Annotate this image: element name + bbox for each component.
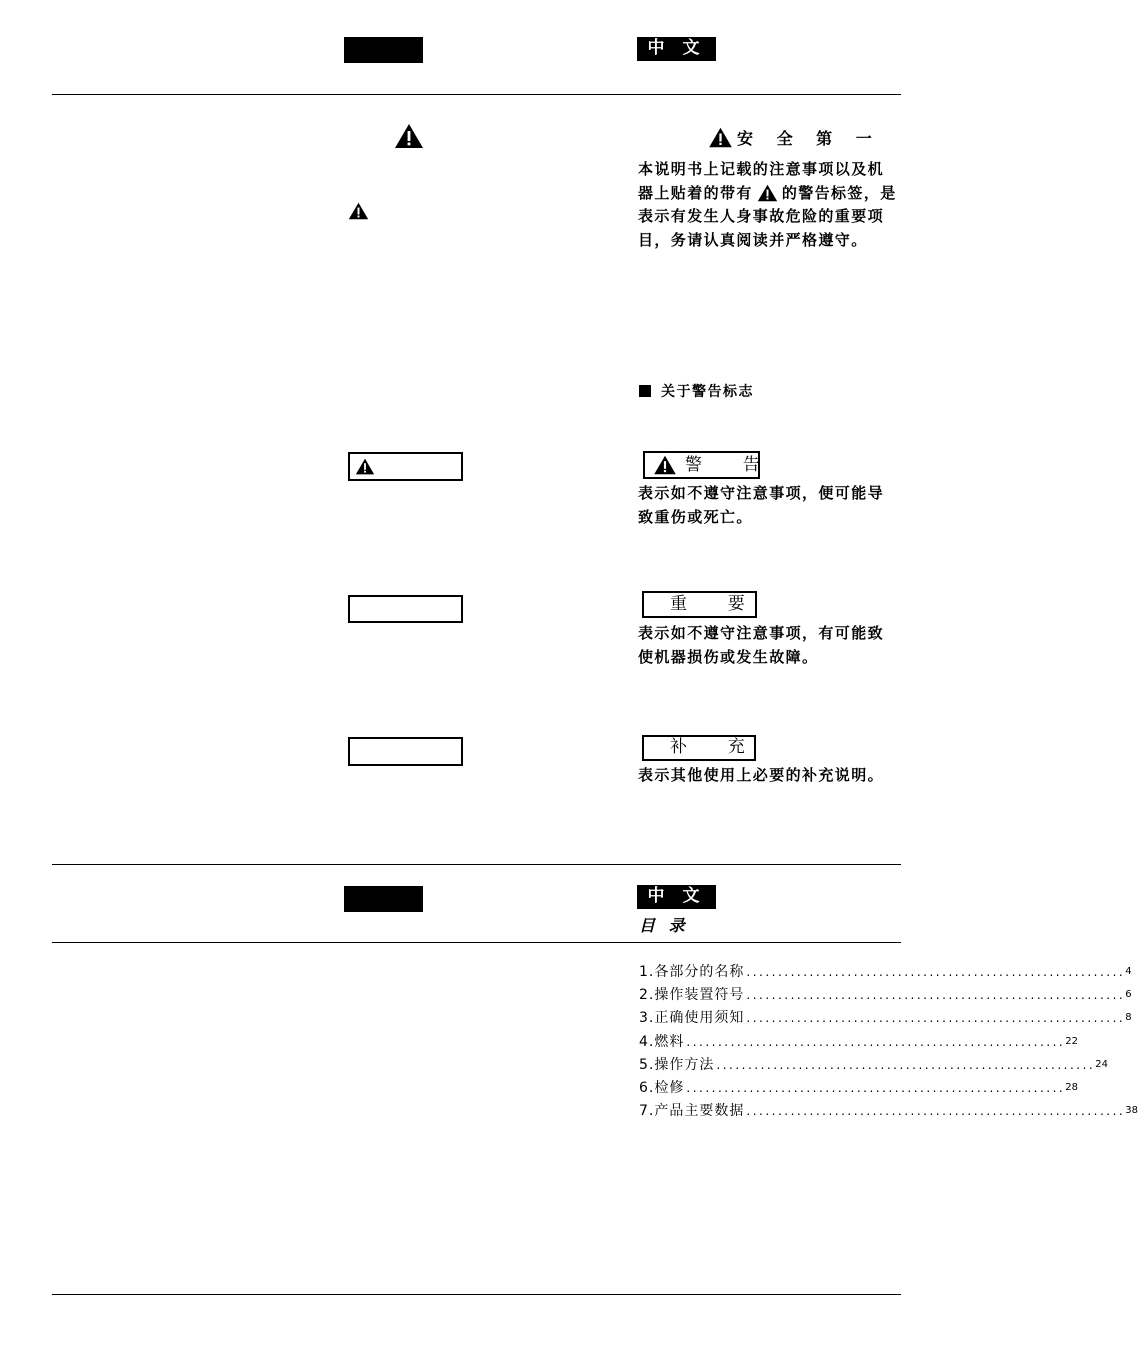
safety-paragraph <box>638 158 908 252</box>
warning-label: 警 告 <box>685 455 770 475</box>
toc-item[interactable] <box>639 1031 1078 1053</box>
language-tab-chinese: 中 文 <box>637 885 716 909</box>
left-warning-box <box>348 452 463 481</box>
toc-divider <box>52 942 901 943</box>
top-divider <box>52 94 901 95</box>
note-label-box <box>642 735 756 761</box>
safety-title-text: 安 全 第 一 <box>737 128 881 148</box>
middle-divider <box>52 864 901 865</box>
important-label-box <box>642 591 757 618</box>
toc-leader-dots: ............................................................ <box>746 988 1126 1003</box>
toc-item[interactable] <box>639 1054 1108 1076</box>
toc-item-label: 6.检修 <box>639 1080 685 1096</box>
toc-leader-dots: ............................................................ <box>746 1011 1126 1026</box>
toc-item[interactable] <box>639 1100 1138 1122</box>
warning-triangle-icon <box>757 184 778 202</box>
note-description: 表示其他使用上必要的补充说明。 <box>638 766 885 784</box>
toc-item-page: 22 <box>1065 1035 1078 1047</box>
safety-line-4: 目，务请认真阅读并严格遵守。 <box>638 230 868 249</box>
warning-description: 表示如不遵守注意事项，便可能导 致重伤或死亡。 <box>638 484 885 526</box>
toc-item-page: 4 <box>1125 966 1132 977</box>
important-label: 重 要 <box>670 594 755 614</box>
warning-triangle-icon <box>348 202 369 220</box>
toc-item-label: 5.操作方法 <box>639 1056 715 1073</box>
toc-item[interactable] <box>639 1077 1078 1099</box>
left-column-tab <box>344 886 423 912</box>
toc-leader-dots: ............................................................ <box>686 1081 1066 1095</box>
toc-item-page: 6 <box>1125 989 1132 1001</box>
safety-line-2: 器上贴着的带有 的警告标签，是 <box>638 183 897 202</box>
safety-title <box>708 126 881 148</box>
toc-item-page: 24 <box>1095 1058 1108 1070</box>
symbols-heading: 关于警告标志 <box>639 381 754 401</box>
toc-item-page: 38 <box>1125 1105 1138 1117</box>
square-bullet-icon <box>639 385 651 397</box>
toc-item[interactable] <box>639 961 1132 983</box>
toc-item-page: 28 <box>1065 1082 1078 1093</box>
toc-item-label: 1.各部分的名称 <box>639 964 745 980</box>
toc-item[interactable] <box>639 984 1132 1006</box>
important-description: 表示如不遵守注意事项，有可能致 使机器损伤或发生故障。 <box>638 624 885 666</box>
note-label: 补 充 <box>670 737 755 757</box>
toc-title: 目 录 <box>639 916 689 935</box>
toc-item-label: 3.正确使用须知 <box>639 1010 745 1027</box>
warning-triangle-icon <box>355 458 375 475</box>
warning-label-box <box>643 451 770 479</box>
warning-triangle-icon <box>708 127 733 148</box>
warning-triangle-icon <box>394 123 424 149</box>
left-important-box <box>348 595 463 623</box>
safety-line-3: 表示有发生人身事故危险的重要项 <box>638 207 885 225</box>
toc-leader-dots: ............................................................ <box>686 1034 1066 1049</box>
toc-leader-dots: ............................................................ <box>746 965 1126 979</box>
toc-leader-dots: ............................................................ <box>746 1104 1126 1119</box>
warning-triangle-icon <box>653 455 677 475</box>
toc-item-label: 4.燃料 <box>639 1033 685 1050</box>
left-note-box <box>348 737 463 766</box>
bottom-divider <box>52 1294 901 1295</box>
toc-item-label: 7.产品主要数据 <box>639 1103 745 1120</box>
safety-line-1: 本说明书上记载的注意事项以及机 <box>638 160 885 178</box>
toc-item-label: 2.操作装置符号 <box>639 987 745 1004</box>
toc-leader-dots: ............................................................ <box>716 1057 1096 1072</box>
language-tab-chinese: 中 文 <box>637 37 716 61</box>
toc-item[interactable] <box>639 1007 1132 1029</box>
toc-item-page: 8 <box>1125 1012 1132 1024</box>
left-column-tab <box>344 37 423 63</box>
